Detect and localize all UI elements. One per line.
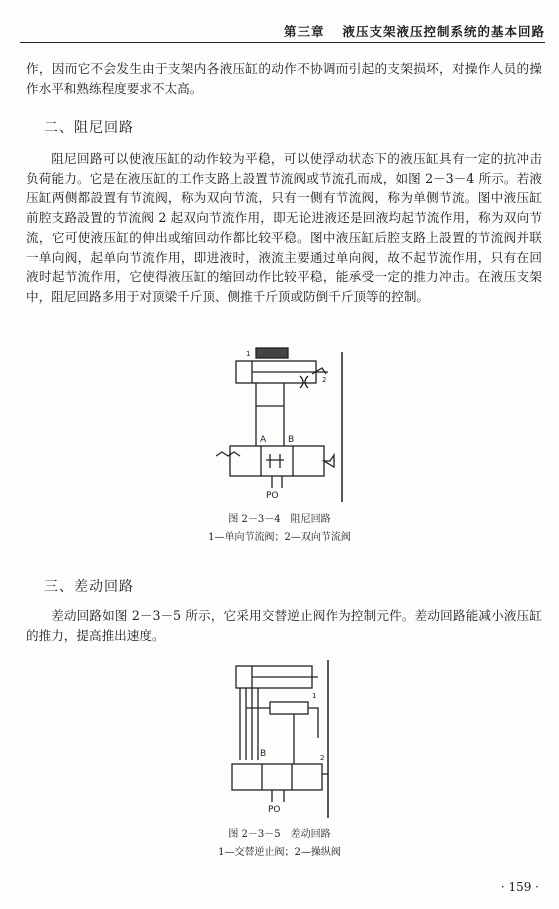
check-throttle-valve-1 — [256, 348, 288, 358]
figure-legend-2-3-5: 1—交替逆止阀；2—操纵阀 — [218, 847, 341, 858]
header-rule — [20, 42, 545, 43]
port-label-po: PO — [266, 491, 279, 501]
callout-1: 1 — [312, 692, 317, 700]
section-heading-damping: 二、阻尼回路 — [44, 120, 134, 136]
page-number: · 159 · — [500, 880, 539, 894]
figure-legend-2-3-4: 1—单向节流阀；2—双向节流阀 — [208, 532, 351, 543]
paragraph-damping-circuit: 阻尼回路可以使液压缸的动作较为平稳，可以使浮动状态下的液压缸具有一定的抗冲击负荷能力。它是在液压缸的工作支路上設置节流阀或节流孔而成，如图 2－3－4 所示。若液压缸两侧都設置有节流阀，称为双向节流，只有一侧有节流阀，称为单侧节流。图中液压缸前腔支路設置的节流阀 2 起双向节流作用，即无论进液还是回液均起节流作用，称为双向节流，它可使液压缸的伸出或缩回动作都比较平稳。图中液压缸后腔支路上設置的节流阀并联一单向阀，起单向节流作用，即进液时，液流主要通过单向阀，故不起节流作用，只有在回液时起节流作用，它使得液压缸的缩回动作比较平稳，能承受一定的推力冲击。在液压支架中，阻尼回路多用于对顶梁千斤顶、侧推千斤顶或防倒千斤顶等的控制。 — [26, 151, 542, 304]
port-label-a: A — [260, 435, 267, 445]
figure-caption-2-3-5: 图 2－3－5 差动回路 — [228, 829, 331, 840]
section-heading-differential: 三、差动回路 — [44, 579, 134, 595]
running-header — [0, 22, 545, 40]
chapter-label: 第三章 — [283, 24, 325, 39]
port-label-b: B — [288, 435, 295, 445]
control-valve — [230, 446, 324, 476]
shuttle-check-valve-1 — [270, 702, 308, 714]
callout-1: 1 — [246, 350, 251, 358]
figure-caption-2-3-4: 图 2－3－4 阻尼回路 — [228, 514, 331, 525]
callout-2: 2 — [320, 754, 325, 762]
throttle-valve-2 — [300, 376, 308, 388]
paragraph-continued: 作，因而它不会发生由于支架内各液压缸的动作不协调而引起的支架损坏，对操作人员的操作水平和熟练程度要求不太高。 — [26, 61, 542, 96]
paragraph-differential-circuit: 差动回路如图 2－3－5 所示，它采用交替逆止阀作为控制元件。差动回路能减小液压缸的推力，提高推出速度。 — [26, 608, 542, 643]
callout-2: 2 — [322, 376, 327, 384]
operating-valve-2 — [232, 764, 322, 790]
port-label-b: B — [260, 749, 267, 759]
figure-differential-circuit-diagram — [224, 660, 334, 820]
figure-damping-circuit-diagram — [200, 346, 350, 504]
chapter-title: 液压支架液压控制系统的基本回路 — [342, 24, 545, 39]
port-label-po: PO — [268, 805, 281, 815]
